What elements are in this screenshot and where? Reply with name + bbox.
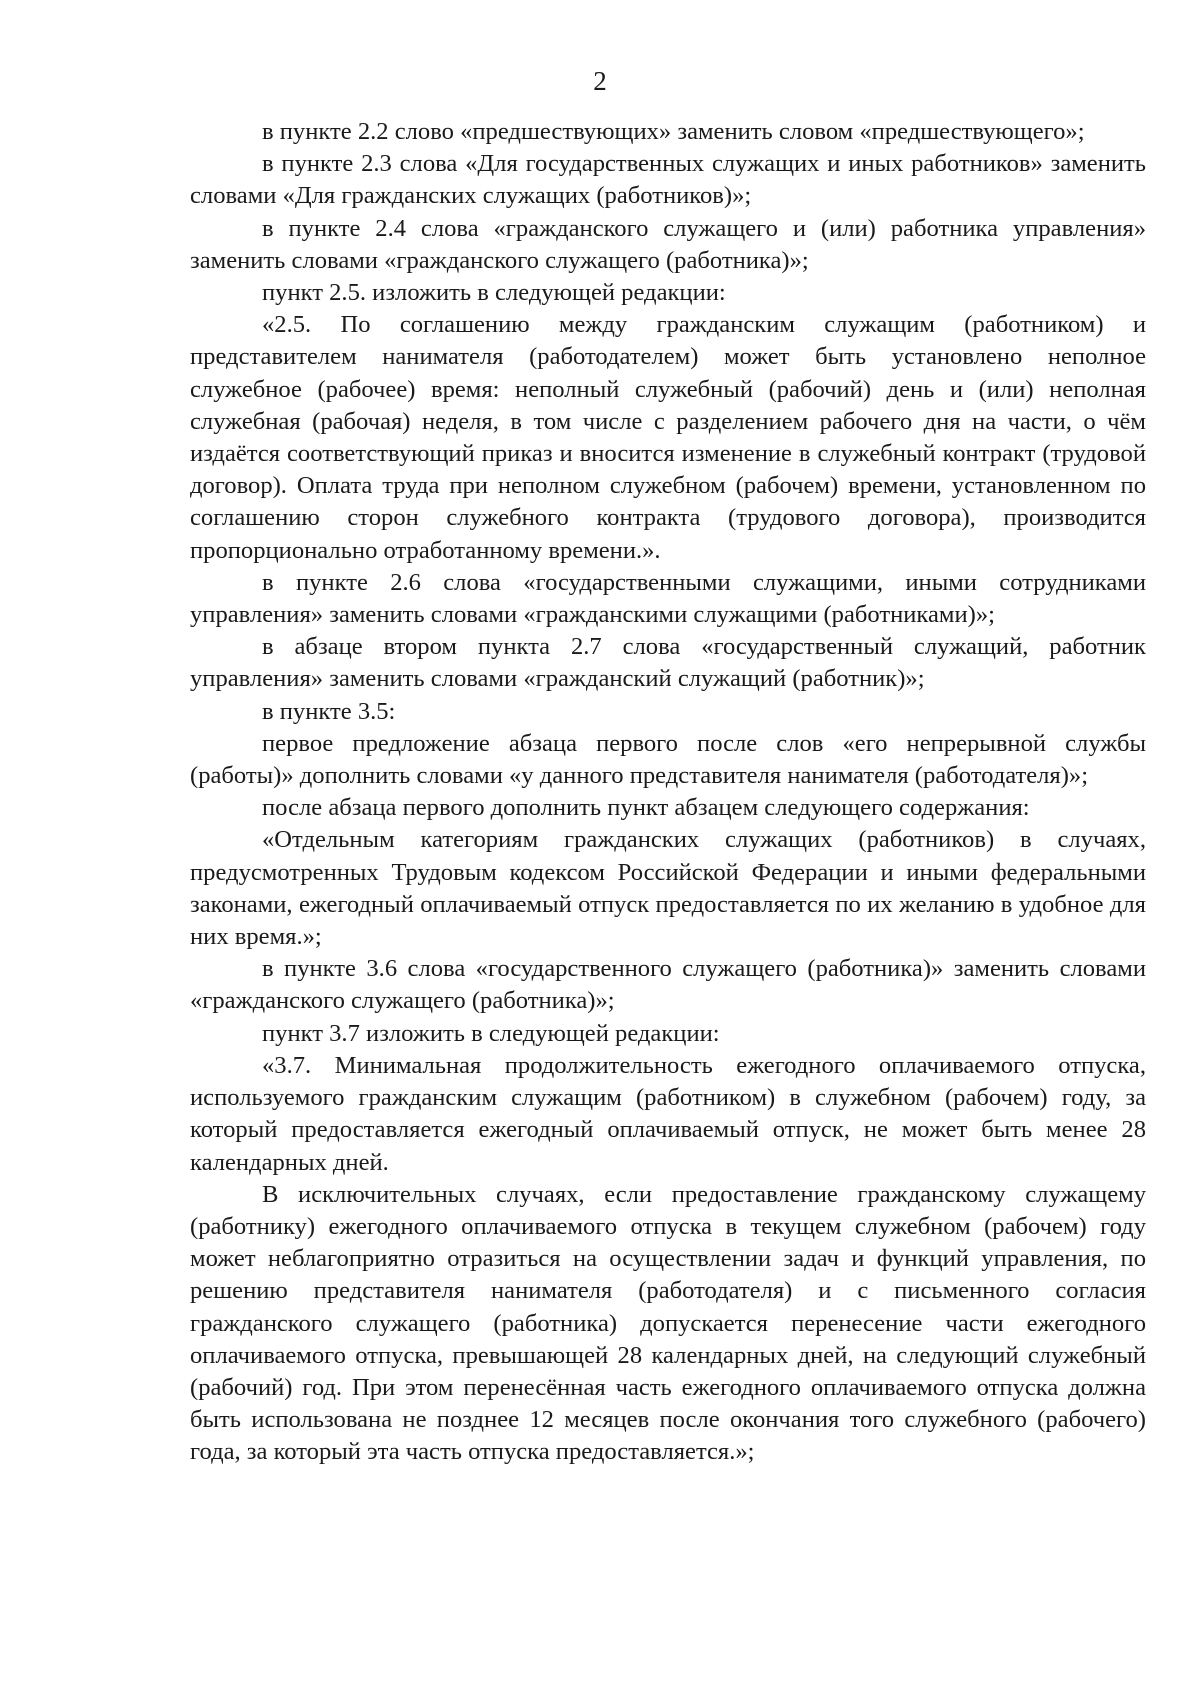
- paragraph-item-3-5-add-paragraph: после абзаца первого дополнить пункт абзацем следующего содержания:: [262, 794, 1030, 822]
- paragraph-item-2-5-intro: пункт 2.5. изложить в следующей редакции:: [262, 279, 726, 307]
- paragraph-item-3-7-exceptions: В исключительных случаях, если предоставление гражданскому служащему (работнику) ежегодного оплачиваемого отпуска в текущем служебном (рабочем) году может неблагоприятно отразиться на осуществлении задач и функций управления, по решению представителя нанимателя (работодателя) и с письменного согласия гражданского служащего (работника) допускается перенесение части ежегодного оплачиваемого отпуска, превышающей 28 календарных дней, на следующий служебный (рабочий) год. При этом перенесённая часть ежегодного оплачиваемого отпуска должна быть использована не позднее 12 месяцев после окончания того служебного (рабочего) года, за который эта часть отпуска предоставляется.»;: [190, 1180, 1146, 1466]
- paragraph-item-3-5-intro: в пункте 3.5:: [262, 697, 396, 725]
- paragraph-item-2-6: в пункте 2.6 слова «государственными служащими, иными сотрудниками управления» заменить словами «гражданскими служащими (работниками)»;: [190, 568, 1146, 629]
- paragraph-item-2-3: в пункте 2.3 слова «Для государственных служащих и иных работников» заменить словами «Для гражданских служащих (работников)»;: [190, 150, 1146, 210]
- paragraph-item-3-5-first-sentence: первое предложение абзаца первого после слов «его непрерывной службы (работы)» дополнить словами «у данного представителя нанимателя (работодателя)»;: [190, 729, 1146, 790]
- page-number: 2: [593, 66, 607, 96]
- document-body: [190, 116, 1146, 1469]
- paragraph-item-3-6: в пункте 3.6 слова «государственного служащего (работника)» заменить словами «гражданского служащего (работника)»;: [190, 955, 1146, 1015]
- paragraph-item-3-7-text: «3.7. Минимальная продолжительность ежегодного оплачиваемого отпуска, используемого гражданским служащим (работником) в служебном (рабочем) году, за который предоставляется ежегодный оплачиваемый отпуск, не может быть менее 28 календарных дней.: [190, 1051, 1146, 1176]
- paragraph-item-2-7: в абзаце втором пункта 2.7 слова «государственный служащий, работник управления» заменить словами «гражданский служащий (работник)»;: [190, 633, 1146, 693]
- paragraph-item-3-5-new-text: «Отдельным категориям гражданских служащих (работников) в случаях, предусмотренных Трудовым кодексом Российской Федерации и иными федеральными законами, ежегодный оплачиваемый отпуск предоставляется по их желанию в удобное для них время.»;: [190, 826, 1146, 951]
- paragraph-item-3-7-intro: пункт 3.7 изложить в следующей редакции:: [262, 1019, 720, 1047]
- paragraph-item-2-5-text: «2.5. По соглашению между гражданским служащим (работником) и представителем нанимателя (работодателем) может быть установлено неполное служебное (рабочее) время: неполный служебный (рабочий) день и (или) неполная служебная (рабочая) неделя, в том числе с разделением рабочего дня на части, о чём издаётся соответствующий приказ и вносится изменение в служебный контракт (трудовой договор). Оплата труда при неполном служебном (рабочем) времени, установленном по соглашению сторон служебного контракта (трудового договора), производится пропорционально отработанному времени.».: [190, 311, 1146, 564]
- paragraph-item-2-4: в пункте 2.4 слова «гражданского служащего и (или) работника управления» заменить словами «гражданского служащего (работника)»;: [190, 214, 1146, 274]
- paragraph-item-2-2: в пункте 2.2 слово «предшествующих» заменить словом «предшествующего»;: [262, 118, 1085, 145]
